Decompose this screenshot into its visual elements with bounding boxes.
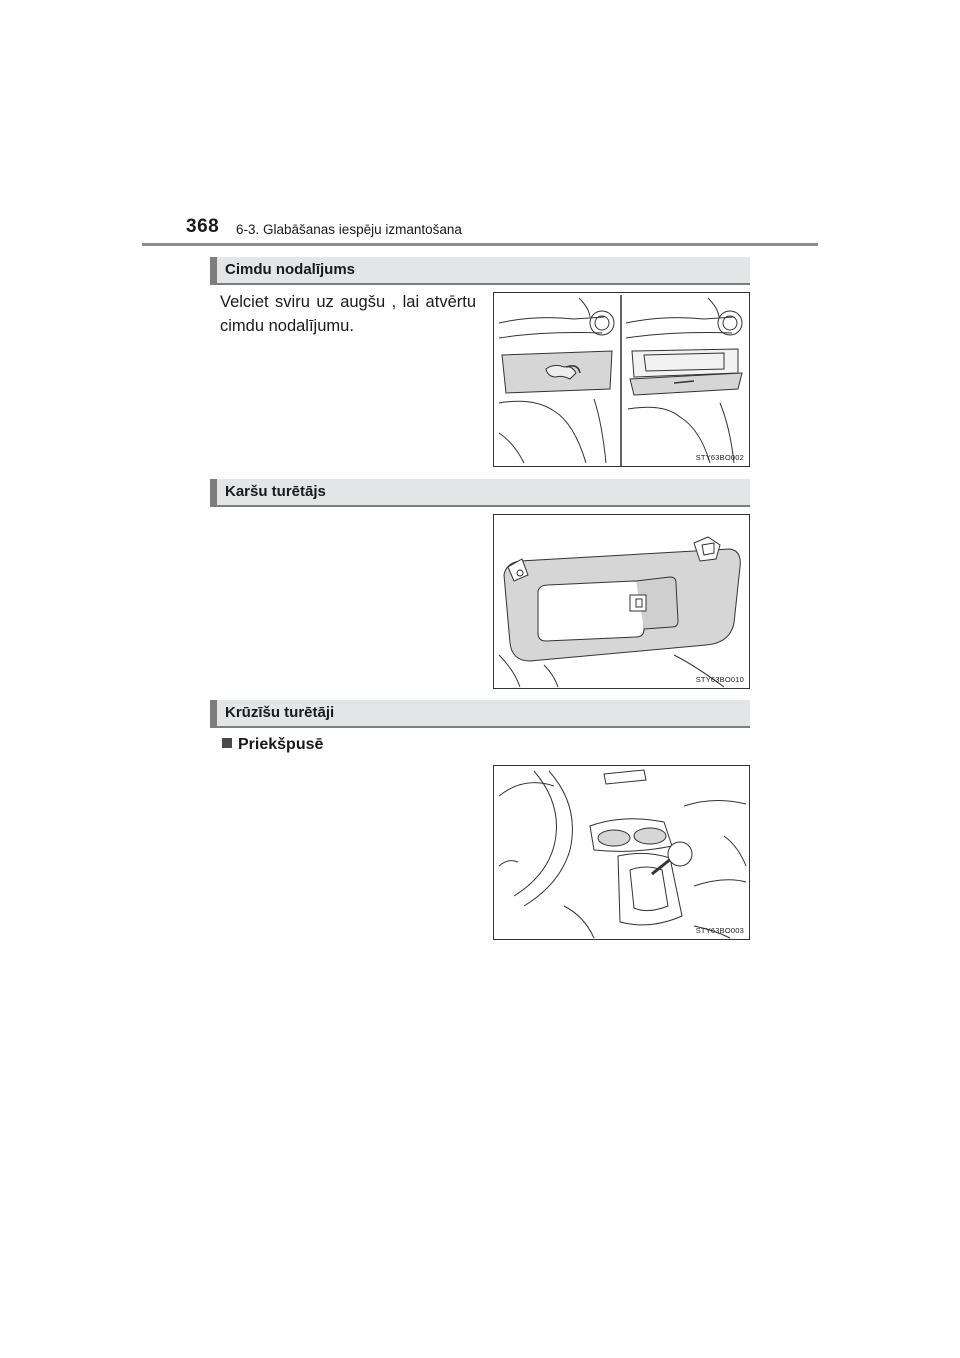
section-title: Cimdu nodalījums (225, 261, 356, 278)
sun-visor-drawing (494, 515, 751, 690)
cup-holder-illustration (493, 765, 750, 940)
figure-code: STY63BO002 (695, 453, 744, 462)
header-rule (142, 243, 818, 246)
section-title: Krūzīšu turētāji (225, 704, 335, 721)
section-bar-cup-holders (210, 700, 750, 728)
glove-box-illustration (493, 292, 750, 467)
section-title: Karšu turētājs (225, 483, 326, 500)
glove-box-instruction: Velciet sviru uz augšu , lai atvērtu cimdu nodalījumu. (220, 293, 476, 335)
section-bar-glove-box (210, 257, 750, 285)
subheading-text: Priekšpusē (238, 736, 324, 753)
figure-code: STY63BO010 (695, 675, 744, 684)
chapter-title: 6-3. Glabāšanas iespēju izmantošana (236, 222, 462, 237)
cup-holder-drawing (494, 766, 751, 941)
bullet-square (222, 738, 232, 748)
section-bar-card-holder (210, 479, 750, 507)
figure-code: STY63BO003 (695, 926, 744, 935)
card-holder-illustration (493, 514, 750, 689)
front-subheading (222, 736, 323, 754)
page-number: 368 (186, 216, 220, 237)
glove-box-drawing (494, 293, 751, 468)
